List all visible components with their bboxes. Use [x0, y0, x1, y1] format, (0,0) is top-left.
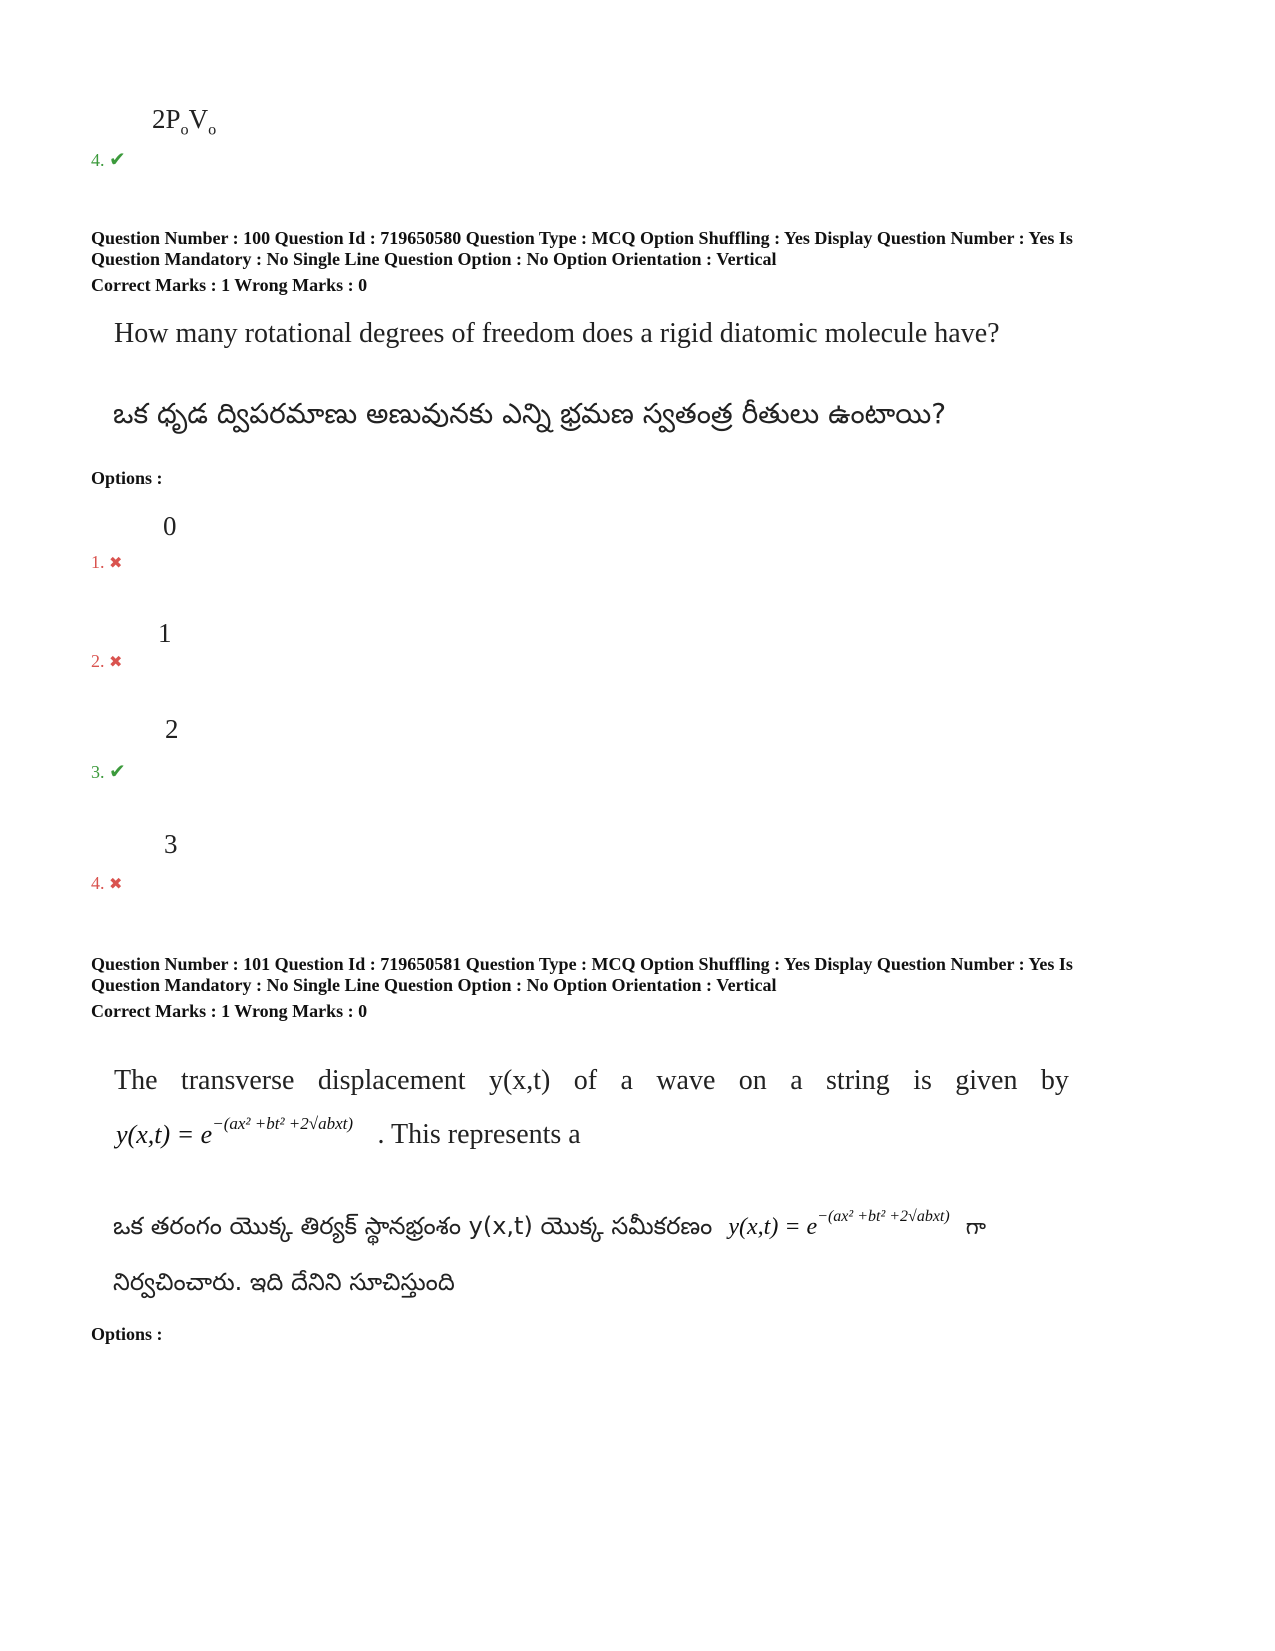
word: by — [1040, 1065, 1069, 1096]
question-101-meta-line1: Question Number : 101 Question Id : 719650581 Question Type : MCQ Option Shuffling : Yes Display Question Number : Yes Is — [91, 954, 1073, 974]
word: y(x,t) — [488, 1065, 551, 1096]
word: given — [955, 1065, 1018, 1096]
formula-tail-text: . This represents a — [377, 1118, 581, 1150]
prev-option-number: 4. ✔ — [91, 149, 126, 171]
word: on — [738, 1065, 767, 1096]
question-101-text-en-line1 — [114, 1065, 1069, 1097]
check-icon: ✔ — [109, 149, 126, 171]
option-2-value: 1 — [158, 618, 172, 648]
question-100-meta-line2: Question Mandatory : No Single Line Question Option : No Option Orientation : Vertical — [91, 249, 777, 269]
word: The — [114, 1065, 158, 1096]
question-100-options-label: Options : — [91, 468, 163, 488]
option-3-value: 2 — [165, 714, 179, 744]
word: of — [573, 1065, 598, 1096]
question-100-meta-line1: Question Number : 100 Question Id : 719650580 Question Type : MCQ Option Shuffling : Yes Display Question Number : Yes Is — [91, 228, 1073, 248]
word: displacement — [317, 1065, 466, 1096]
telugu-text: ఒక తరంగం యొక్క తిర్యక్ స్థానభ్రంశం y(x,t) యొక్క సమీకరణం — [113, 1212, 713, 1240]
option-2-number: 2. ✖ — [91, 651, 123, 671]
prev-option-value: $2P_oV_o$ — [152, 104, 217, 139]
option-1-number: 1. ✖ — [91, 552, 123, 572]
question-100-text-en: How many rotational degrees of freedom does a rigid diatomic molecule have? — [114, 318, 1000, 349]
formula: $y(x,t) = e^{-(ax^2 +bt^2 +2√abxt)}$ — [728, 1208, 950, 1240]
cross-icon: ✖ — [109, 654, 123, 671]
option-4-value: 3 — [164, 829, 178, 859]
question-101-text-en-line2 — [116, 1114, 581, 1151]
word: a — [620, 1065, 633, 1096]
word: wave — [656, 1065, 716, 1096]
question-101-text-te-line2: నిర్వచించారు. ఇది దేనిని సూచిస్తుంది — [113, 1268, 455, 1296]
question-101-marks: Correct Marks : 1 Wrong Marks : 0 — [91, 1001, 368, 1021]
formula: $y(x,t) = e^{-(ax^2 +bt^2 +2√abxt)}$ — [116, 1114, 354, 1149]
question-101-options-label: Options : — [91, 1324, 163, 1344]
telugu-suffix: గా — [965, 1215, 986, 1240]
check-icon: ✔ — [109, 761, 126, 783]
word: transverse — [180, 1065, 295, 1096]
question-100-marks: Correct Marks : 1 Wrong Marks : 0 — [91, 275, 368, 295]
option-3-number: 3. ✔ — [91, 761, 126, 783]
question-101-text-te-line1 — [113, 1208, 986, 1246]
option-1-value: 0 — [163, 511, 177, 541]
word: is — [913, 1065, 932, 1096]
question-101-meta-line2: Question Mandatory : No Single Line Question Option : No Option Orientation : Vertical — [91, 975, 777, 995]
cross-icon: ✖ — [109, 876, 123, 893]
option-4-number: 4. ✖ — [91, 873, 123, 893]
word: string — [826, 1065, 890, 1096]
word: a — [790, 1065, 803, 1096]
question-100-text-te: ఒక ధృడ ద్విపరమాణు అణువునకు ఎన్ని భ్రమణ స్వతంత్ర రీతులు ఉంటాయి? — [113, 397, 947, 430]
cross-icon: ✖ — [109, 555, 123, 572]
